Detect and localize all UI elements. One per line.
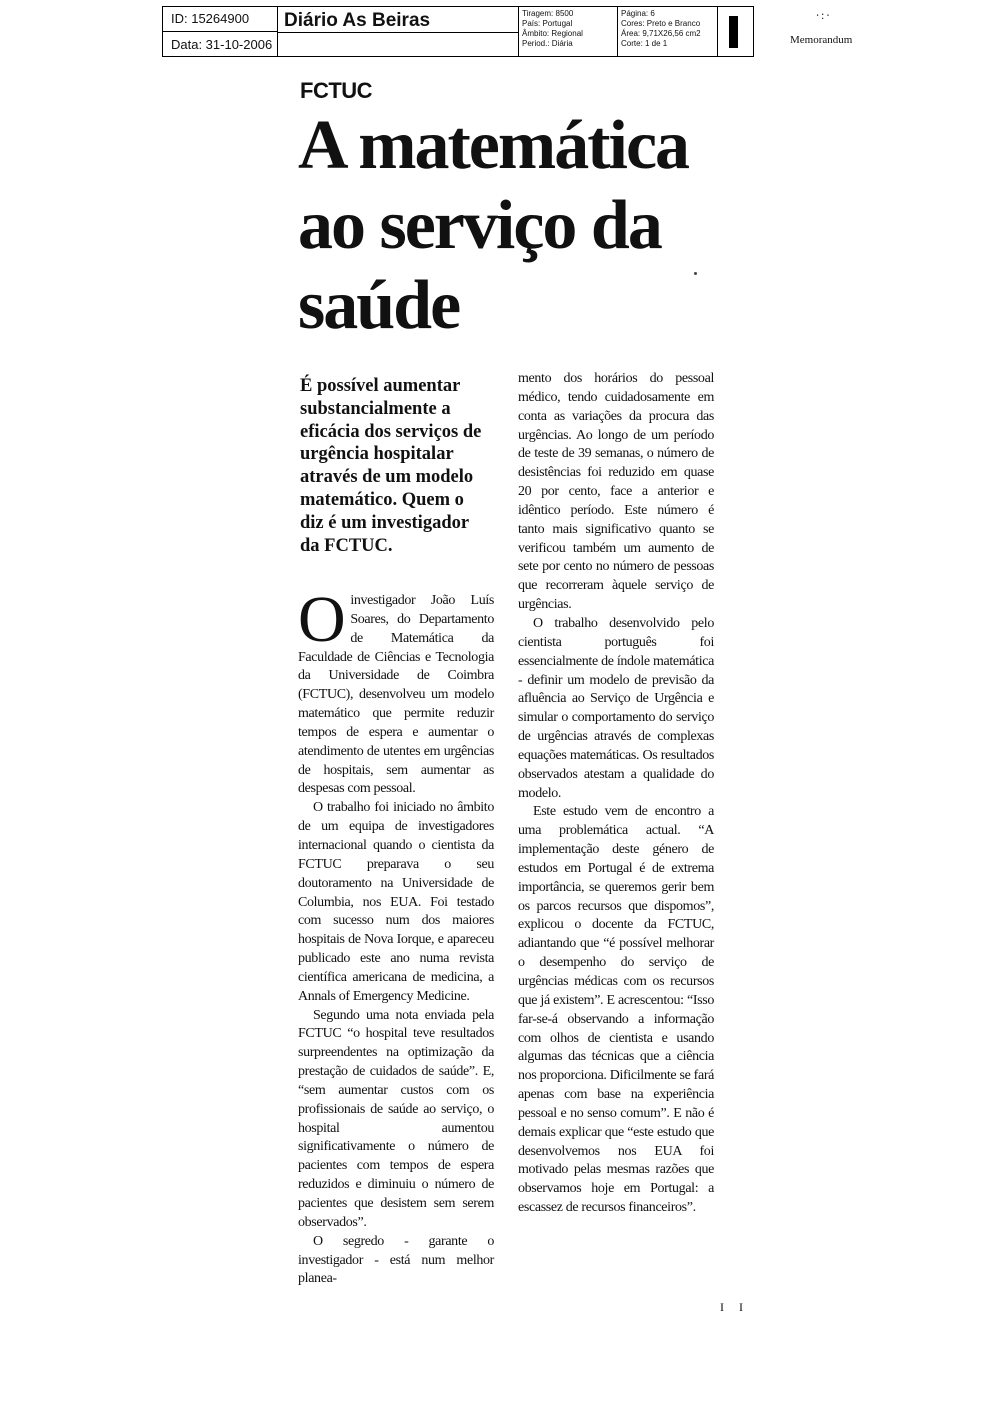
black-bar-marker <box>729 16 738 48</box>
circulation-meta <box>518 7 618 56</box>
page-number-text: Página: 6 <box>621 9 655 18</box>
country-text: País: Portugal <box>522 19 573 28</box>
cut-text: Corte: 1 de 1 <box>621 39 668 48</box>
paragraph: O trabalho foi iniciado no âmbito de um equipa de investigadores internacional quando o cientista da FCTUC preparava o seu doutoramento na Universidade de Columbia, nos EUA. Foi testado com sucesso num dos maiores hospitais de Nova Iorque, e apareceu publicado este ano numa revista científica americana de medicina, a Annals of Emergency Medicine. <box>298 800 494 1004</box>
periodicity-text: Period.: Diária <box>522 39 573 48</box>
tiragem-text: Tiragem: 8500 <box>522 9 574 18</box>
logo-text: Memorandum <box>790 34 853 46</box>
article-headline: A matemática ao serviço da saúde <box>298 107 689 344</box>
paragraph: O segredo - garante o investigador - está num melhor planea- <box>298 1233 494 1287</box>
paragraph: Este estudo vem de encontro a uma problemática actual. “A implementação deste género de estudos em Portugal é de extrema importância, se queremos gerir bem os parcos recursos que dispomos”, explicou o docente da FCTUC, adiantando que “é possível melhorar o desempenho do serviço de urgências médicas com os recursos que já existem”. E acrescentou: “Isso far-se-á observando a informação com olhos de cientista e usando algumas das técnicas que a ciência nos proporciona. Dificilmente se fará apenas com base na experiência pessoal e no senso comum”. E não é demais explicar que “este estudo que desenvolvemos nos EUA foi motivado pelas mesmas razões que observamos hoje em Portugal: a escassez de recursos financeiros”. <box>518 804 714 1216</box>
article-column-2 <box>518 370 714 1218</box>
publication-name: Diário As Beiras <box>284 10 431 31</box>
page-meta <box>618 7 718 56</box>
end-mark: I I <box>720 1300 749 1314</box>
article-column-1 <box>298 583 494 1289</box>
section-label: FCTUC <box>300 78 373 103</box>
paragraph: Segundo uma nota enviada pela FCTUC “o hospital teve resultados surpreendentes na optimização da prestação de cuidados de saúde”. E, “sem aumentar custos com os profissionais de saúde ao serviço, o hospital aumentou significativamente o número de pacientes com tempos de espera reduzidos e diminuiu o número de pacientes que desistem sem serem observados”. <box>298 1007 494 1230</box>
clipping-date: Data: 31-10-2006 <box>163 32 278 57</box>
scope-text: Âmbito: Regional <box>522 29 583 38</box>
paragraph: mento dos horários do pessoal médico, tendo cuidadosamente em conta as variações da procura das urgências. Ao longo de um período de teste de 39 semanas, o número de desistências foi reduzido em quase 20 por cento, face a anterior e idêntico período. Este número é tanto mais significativo quanto se verificou também um aumento de sete por cento no número de pessoas que recorreram àquele serviço de urgências. <box>518 371 714 613</box>
clipping-header <box>162 6 754 57</box>
paragraph <box>298 583 494 799</box>
drop-cap: O <box>298 583 346 656</box>
memorandum-logo <box>790 8 870 52</box>
publication-divider <box>278 32 518 33</box>
article-lead: É possível aumentar substancialmente a eficácia dos serviços de urgência hospitalar através de um modelo matemático. Quem o diz é um investigador da FCTUC. <box>300 376 482 556</box>
paragraph-text: investigador João Luís Soares, do Departamento de Matemática da Faculdade de Ciências e Tecnologia da Universidade de Coimbra (FCTUC), desenvolveu um modelo matemático que permite reduzir tempos de espera e aumentar o atendimento de utentes em urgências de hospitais, sem aumentar as despesas com pessoal. <box>298 593 494 797</box>
colors-text: Cores: Preto e Branco <box>621 19 701 28</box>
area-text: Área: 9,71X26,56 cm2 <box>621 29 701 38</box>
print-speck <box>694 272 697 275</box>
paragraph: O trabalho desenvolvido pelo cientista português foi essencialmente de índole matemática - definir um modelo de previsão da afluência ao Serviço de Urgência e simular o comportamento do serviço de urgências através de complexas equações matemáticas. Os resultados observados atestam a qualidade do modelo. <box>518 615 714 801</box>
logo-dots-icon: ∙:∙ <box>816 8 832 22</box>
clipping-id: ID: 15264900 <box>163 7 278 32</box>
